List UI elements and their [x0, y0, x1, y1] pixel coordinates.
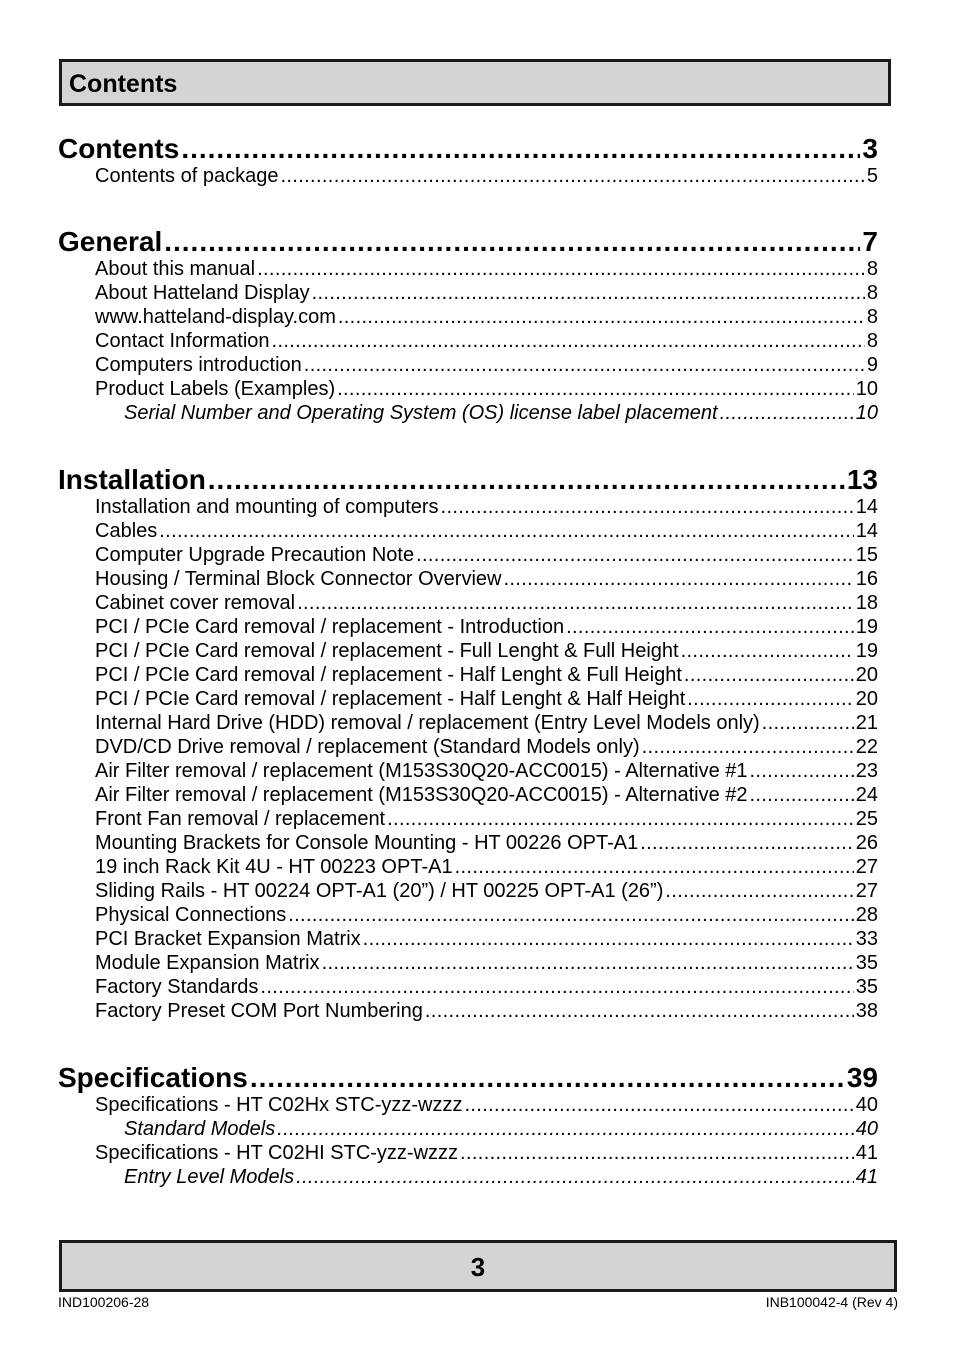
toc-entry-page: 27 [855, 880, 878, 902]
toc-entry[interactable] [95, 759, 878, 783]
toc-entry-page: 14 [855, 496, 878, 518]
toc-leader-dots [441, 495, 854, 519]
toc-entry[interactable] [95, 543, 878, 567]
toc-entry-label: Entry Level Models [124, 1166, 295, 1188]
toc-entry[interactable] [95, 783, 878, 807]
toc-entry-label: Air Filter removal / replacement (M153S30Q20-ACC0015) - Alternative #2 [95, 784, 748, 806]
toc-entry[interactable] [95, 1141, 878, 1165]
toc-entry-label: Sliding Rails - HT 00224 OPT-A1 (20”) / HT 00225 OPT-A1 (26”) [95, 880, 664, 902]
toc-leader-dots [687, 687, 853, 711]
toc-entry-page: 23 [855, 760, 878, 782]
toc-leader-dots [665, 879, 853, 903]
toc-entry-label: Contents of package [95, 165, 279, 187]
toc-entry[interactable] [95, 567, 878, 591]
toc-leader-dots [297, 591, 854, 615]
toc-entry-page: 10 [855, 402, 878, 424]
document-id-right: INB100042-4 (Rev 4) [765, 1294, 898, 1310]
toc-entry[interactable] [95, 663, 878, 687]
toc-entry-label: PCI / PCIe Card removal / replacement - Half Lenght & Half Height [95, 688, 686, 710]
toc-entry-page: 35 [855, 976, 878, 998]
toc-entry-page: 16 [855, 568, 878, 590]
toc-leader-dots [762, 711, 854, 735]
toc-entry-page: 22 [855, 736, 878, 758]
toc-leader-dots [455, 855, 854, 879]
toc-entry-label: Factory Standards [95, 976, 259, 998]
toc-leader-dots [681, 639, 854, 663]
toc-entry-page: 24 [855, 784, 878, 806]
toc-entry[interactable] [95, 281, 878, 305]
toc-entry[interactable] [95, 807, 878, 831]
toc-entry-label: Product Labels (Examples) [95, 378, 336, 400]
toc-leader-dots [181, 134, 860, 164]
toc-entry-page: 19 [855, 616, 878, 638]
toc-entry-page: 40 [855, 1118, 878, 1140]
document-id-left: IND100206-28 [58, 1294, 150, 1310]
toc-entry-page: 21 [855, 712, 878, 734]
toc-leader-dots [312, 281, 865, 305]
toc-entry-label: PCI / PCIe Card removal / replacement - Introduction [95, 616, 565, 638]
toc-section-title: General [58, 226, 163, 257]
toc-entry[interactable] [95, 257, 878, 281]
toc-entry-label: Installation and mounting of computers [95, 496, 439, 518]
contents-header-bar [59, 59, 891, 106]
toc-leader-dots [566, 615, 854, 639]
toc-entry[interactable] [95, 495, 878, 519]
toc-leader-dots [387, 807, 854, 831]
toc-leader-dots [280, 164, 864, 188]
toc-entry[interactable] [95, 305, 878, 329]
toc-entry-label: About this manual [95, 258, 256, 280]
toc-entry-page: 8 [866, 306, 878, 328]
header-title: Contents [69, 70, 178, 98]
toc-entry-label: Factory Preset COM Port Numbering [95, 1000, 423, 1022]
toc-entry[interactable] [95, 519, 878, 543]
toc-entry-page: 35 [855, 952, 878, 974]
toc-entry-page: 26 [855, 832, 878, 854]
toc-entry-page: 20 [855, 688, 878, 710]
toc-entry-label: Computers introduction [95, 354, 302, 376]
toc-entry-label: PCI Bracket Expansion Matrix [95, 928, 361, 950]
toc-section-title: Contents [58, 133, 180, 164]
toc-entry[interactable] [124, 401, 878, 425]
toc-entry[interactable] [95, 903, 878, 927]
toc-entry-page: 25 [855, 808, 878, 830]
toc-entry-page: 10 [855, 378, 878, 400]
toc-leader-dots [257, 257, 865, 281]
toc-leader-dots [363, 927, 854, 951]
toc-leader-dots [416, 543, 854, 567]
toc-entry[interactable] [95, 164, 878, 188]
toc-section-general[interactable] [58, 227, 878, 257]
toc-entry[interactable] [95, 377, 878, 401]
toc-entry-page: 28 [855, 904, 878, 926]
toc-entry-page: 8 [866, 258, 878, 280]
toc-entry[interactable] [95, 591, 878, 615]
toc-leader-dots [208, 465, 845, 495]
toc-entry-label: PCI / PCIe Card removal / replacement - Full Lenght & Full Height [95, 640, 679, 662]
toc-leader-dots [277, 1117, 854, 1141]
toc-entry-label: DVD/CD Drive removal / replacement (Standard Models only) [95, 736, 640, 758]
toc-section-contents[interactable] [58, 134, 878, 164]
toc-entry-label: www.hatteland-display.com [95, 306, 336, 328]
toc-entry-page: 20 [855, 664, 878, 686]
toc-entry[interactable] [124, 1165, 878, 1189]
toc-entry-label: Cables [95, 520, 158, 542]
toc-leader-dots [322, 951, 854, 975]
toc-entry-label: Serial Number and Operating System (OS) license label placement [124, 402, 718, 424]
toc-leader-dots [460, 1141, 854, 1165]
toc-entry[interactable] [95, 927, 878, 951]
toc-entry-page: 5 [866, 165, 878, 187]
toc-entry[interactable] [95, 329, 878, 353]
toc-entry-page: 41 [855, 1166, 878, 1188]
toc-entry[interactable] [95, 687, 878, 711]
toc-section-title: Installation [58, 464, 206, 495]
toc-entry[interactable] [124, 1117, 878, 1141]
toc-entry-label: Computer Upgrade Precaution Note [95, 544, 415, 566]
toc-entry[interactable] [95, 975, 878, 999]
toc-entry-label: Physical Connections [95, 904, 287, 926]
toc-section-page: 13 [846, 464, 878, 495]
toc-leader-dots [296, 1165, 854, 1189]
toc-entry[interactable] [95, 615, 878, 639]
toc-entry[interactable] [95, 831, 878, 855]
toc-entry-page: 33 [855, 928, 878, 950]
toc-entry-label: PCI / PCIe Card removal / replacement - Half Lenght & Full Height [95, 664, 682, 686]
toc-leader-dots [304, 353, 865, 377]
toc-entry-label: 19 inch Rack Kit 4U - HT 00223 OPT-A1 [95, 856, 453, 878]
toc-entry[interactable] [95, 353, 878, 377]
toc-section-page: 3 [862, 133, 878, 164]
toc-entry-label: Cabinet cover removal [95, 592, 296, 614]
toc-entry-label: Air Filter removal / replacement (M153S30Q20-ACC0015) - Alternative #1 [95, 760, 748, 782]
toc-entry-label: Front Fan removal / replacement [95, 808, 386, 830]
toc-entry[interactable] [95, 951, 878, 975]
toc-section-specifications[interactable] [58, 1063, 878, 1093]
toc-leader-dots [250, 1063, 845, 1093]
toc-entry-page: 27 [855, 856, 878, 878]
toc-leader-dots [288, 903, 854, 927]
toc-leader-dots [503, 567, 853, 591]
footer-page-bar [59, 1240, 897, 1292]
toc-entry-label: Standard Models [124, 1118, 276, 1140]
toc-entry-page: 38 [855, 1000, 878, 1022]
toc-leader-dots [750, 759, 854, 783]
toc-leader-dots [425, 999, 854, 1023]
toc-leader-dots [642, 735, 854, 759]
toc-entry-page: 8 [866, 282, 878, 304]
toc-leader-dots [260, 975, 853, 999]
toc-entry-page: 8 [866, 330, 878, 352]
toc-entry-label: Internal Hard Drive (HDD) removal / replacement (Entry Level Models only) [95, 712, 760, 734]
toc-entry-label: Specifications - HT C02Hx STC-yzz-wzzz [95, 1094, 463, 1116]
toc-entry[interactable] [95, 1093, 878, 1117]
toc-entry-page: 14 [855, 520, 878, 542]
toc-section-page: 39 [846, 1062, 878, 1093]
toc-entry-page: 18 [855, 592, 878, 614]
toc-entry[interactable] [95, 999, 878, 1023]
toc-entry-label: Module Expansion Matrix [95, 952, 320, 974]
toc-leader-dots [164, 227, 860, 257]
toc-leader-dots [684, 663, 854, 687]
toc-leader-dots [750, 783, 854, 807]
toc-entry-page: 9 [866, 354, 878, 376]
toc-entry[interactable] [95, 879, 878, 903]
toc-leader-dots [464, 1093, 853, 1117]
toc-section-installation[interactable] [58, 465, 878, 495]
toc-section-title: Specifications [58, 1062, 248, 1093]
footer-page-number: 3 [470, 1252, 486, 1282]
toc-entry[interactable] [95, 855, 878, 879]
toc-leader-dots [337, 377, 854, 401]
toc-section-page: 7 [862, 226, 878, 257]
toc-entry-page: 15 [855, 544, 878, 566]
toc-leader-dots [338, 305, 865, 329]
toc-entry-label: Specifications - HT C02HI STC-yzz-wzzz [95, 1142, 459, 1164]
toc-entry[interactable] [95, 639, 878, 663]
toc-leader-dots [640, 831, 854, 855]
toc-leader-dots [159, 519, 853, 543]
toc-entry-page: 40 [855, 1094, 878, 1116]
toc-entry[interactable] [95, 735, 878, 759]
toc-entry[interactable] [95, 711, 878, 735]
toc-leader-dots [272, 329, 865, 353]
toc-entry-label: Contact Information [95, 330, 270, 352]
toc-leader-dots [720, 401, 854, 425]
toc-entry-label: About Hatteland Display [95, 282, 310, 304]
toc-entry-page: 41 [855, 1142, 878, 1164]
toc-entry-label: Housing / Terminal Block Connector Overview [95, 568, 502, 590]
toc-entry-label: Mounting Brackets for Console Mounting - HT 00226 OPT-A1 [95, 832, 639, 854]
toc-entry-page: 19 [855, 640, 878, 662]
